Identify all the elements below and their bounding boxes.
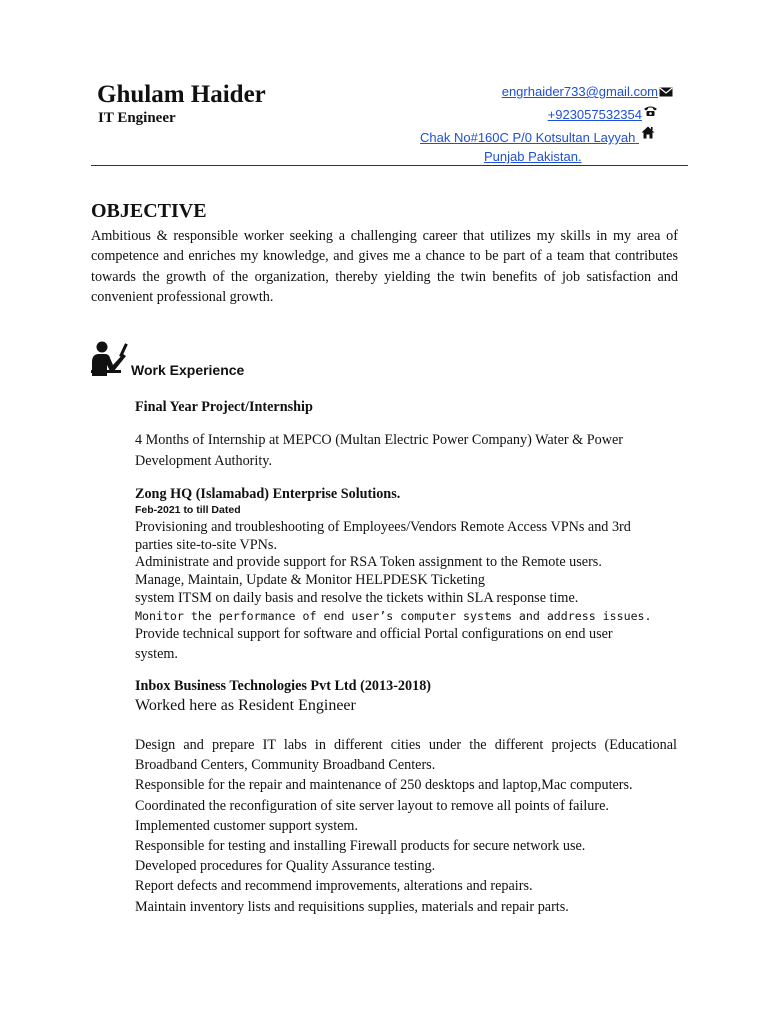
job-title-inbox: Inbox Business Technologies Pvt Ltd (2013-2018) — [135, 678, 432, 694]
list-item: Responsible for testing and installing Firewall products for secure network use. — [135, 838, 586, 855]
list-item: Design and prepare IT labs in different cities under the different projects (Educational Broadband Centers, Community Broadband Centers. — [135, 737, 677, 774]
job-duties-inbox — [135, 735, 677, 917]
job-date-zong: Feb-2021 to till Dated — [135, 504, 241, 516]
list-item: Manage, Maintain, Update & Monitor HELPDESK Ticketing — [135, 572, 485, 589]
list-item: Administrate and provide support for RSA Token assignment to the Remote users. — [135, 554, 602, 571]
list-item: Implemented customer support system. — [135, 817, 359, 834]
address-line-1[interactable] — [420, 130, 639, 146]
envelope-icon — [659, 84, 673, 102]
address-link-1[interactable]: Chak No#160C P/0 Kotsultan Layyah — [420, 130, 636, 145]
email-link[interactable]: engrhaider733@gmail.com — [501, 84, 658, 99]
work-experience-heading: Work Experience — [131, 362, 245, 378]
list-item: system. — [135, 645, 178, 662]
job-duties-zong — [135, 519, 652, 664]
objective-text: Ambitious & responsible worker seeking a challenging career that utilizes my skills in my area of competence and enriches my knowledge, and gives me a chance to be part of a team that contributes towards the growth of the organization, thereby yielding the twin benefits of job satisfaction and convenient professional growth. — [91, 228, 678, 305]
candidate-role: IT Engineer — [98, 110, 176, 126]
list-item: Maintain inventory lists and requisitions supplies, materials and repair parts. — [135, 898, 569, 915]
person-at-desk-icon — [89, 340, 129, 378]
telephone-icon — [643, 104, 658, 122]
email-contact[interactable] — [502, 84, 658, 100]
home-icon — [641, 126, 655, 144]
list-item: Provisioning and troubleshooting of Employees/Vendors Remote Access VPNs and 3rd — [135, 519, 631, 535]
objective-heading: OBJECTIVE — [91, 200, 207, 222]
header-divider — [91, 165, 688, 166]
phone-contact[interactable] — [548, 107, 642, 123]
list-item: Provide technical support for software and official Portal configurations on end user — [135, 626, 613, 643]
candidate-name: Ghulam Haider — [97, 81, 266, 108]
phone-link[interactable]: +923057532354 — [547, 107, 642, 122]
address-line-2[interactable] — [484, 149, 582, 165]
job-subtitle-inbox: Worked here as Resident Engineer — [135, 697, 356, 714]
job-description-internship: 4 Months of Internship at MEPCO (Multan Electric Power Company) Water & Power Development Authority. — [135, 432, 623, 469]
list-item: Coordinated the reconfiguration of site server layout to remove all points of failure. — [135, 797, 609, 814]
list-item: system ITSM on daily basis and resolve the tickets within SLA response time. — [135, 589, 579, 606]
address-link-2[interactable]: Punjab Pakistan. — [484, 149, 582, 164]
list-item: Responsible for the repair and maintenance of 250 desktops and laptop,Mac computers. — [135, 777, 633, 794]
job-title-zong: Zong HQ (Islamabad) Enterprise Solutions. — [135, 486, 401, 502]
list-item: Monitor the performance of end user’s computer systems and address issues. — [135, 608, 652, 623]
list-item: parties site-to-site VPNs. — [135, 536, 277, 553]
job-title-internship: Final Year Project/Internship — [135, 399, 313, 415]
list-item: Developed procedures for Quality Assurance testing. — [135, 858, 436, 875]
list-item: Report defects and recommend improvements, alterations and repairs. — [135, 878, 533, 895]
